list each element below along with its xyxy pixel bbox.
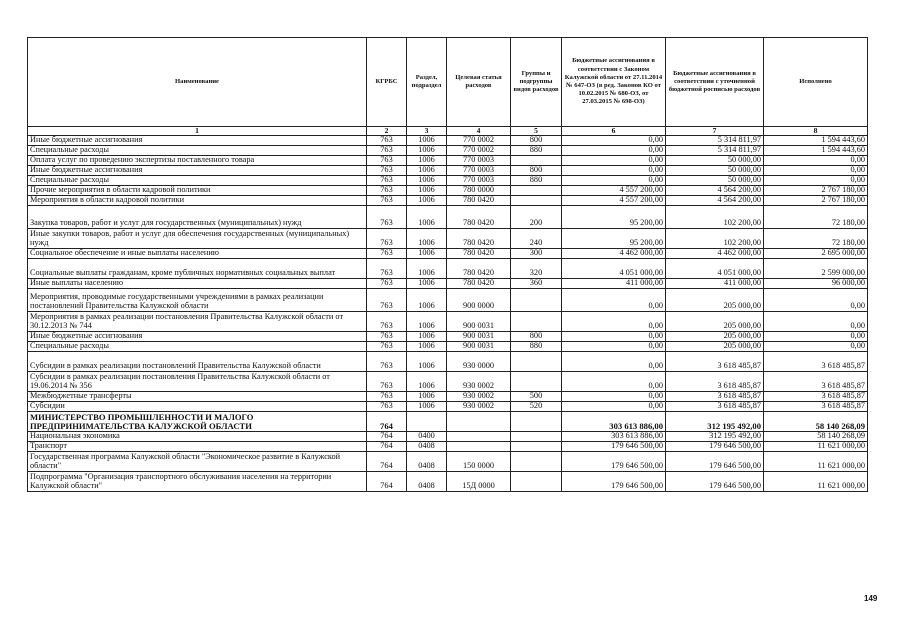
row-name: Субсидии в рамках реализации постановлений Правительства Калужской области [28,352,367,372]
row-expense-group: 800 [511,332,562,342]
row-target-article: 15Д 0000 [447,472,511,492]
row-kgrbs: 763 [367,146,407,156]
row-name: Закупка товаров, работ и услуг для государственных (муниципальных) нужд [28,206,367,229]
row-law-amount: 303 613 886,00 [562,412,666,432]
row-target-article: 770 0003 [447,156,511,166]
row-roster-amount: 179 646 500,00 [666,442,764,452]
table-row [28,176,868,186]
row-law-amount: 0,00 [562,342,666,352]
page-number: 149 [864,594,878,603]
row-target-article: 770 0002 [447,146,511,156]
row-law-amount: 0,00 [562,332,666,342]
row-expense-group: 360 [511,279,562,289]
row-executed-amount: 0,00 [764,289,868,312]
row-kgrbs: 764 [367,412,407,432]
row-executed-amount: 0,00 [764,312,868,332]
row-expense-group [511,412,562,432]
row-target-article: 900 0031 [447,332,511,342]
row-expense-group [511,312,562,332]
row-name: Транспорт [28,442,367,452]
row-roster-amount: 3 618 485,87 [666,352,764,372]
row-name: МИНИСТЕРСТВО ПРОМЫШЛЕННОСТИ И МАЛОГО ПРЕДПРИНИМАТЕЛЬСТВА КАЛУЖСКОЙ ОБЛАСТИ [28,412,367,432]
budget-table [27,37,868,492]
row-executed-amount: 11 621 000,00 [764,452,868,472]
row-executed-amount: 3 618 485,87 [764,402,868,412]
row-law-amount: 0,00 [562,156,666,166]
table-row [28,432,868,442]
row-expense-group [511,432,562,442]
row-roster-amount: 102 200,00 [666,229,764,249]
row-kgrbs: 763 [367,176,407,186]
row-expense-group [511,452,562,472]
row-executed-amount: 2 767 180,00 [764,186,868,196]
table-row [28,289,868,312]
row-roster-amount: 4 462 000,00 [666,249,764,259]
row-target-article: 900 0031 [447,342,511,352]
row-executed-amount: 72 180,00 [764,229,868,249]
row-executed-amount: 2 599 000,00 [764,259,868,279]
row-roster-amount: 4 564 200,00 [666,186,764,196]
row-section: 0400 [407,432,447,442]
row-executed-amount: 11 621 000,00 [764,472,868,492]
row-executed-amount: 0,00 [764,156,868,166]
table-row [28,156,868,166]
header-name: Наименование [28,38,367,127]
row-expense-group [511,196,562,206]
table-row [28,332,868,342]
row-kgrbs: 763 [367,342,407,352]
row-name: Мероприятия, проводимые государственными учреждениями в рамках реализации постановлений Правительства Калужской области [28,289,367,312]
row-name: Иные бюджетные ассигнования [28,166,367,176]
row-kgrbs: 763 [367,372,407,392]
header-expense-groups: Группы и подгруппы видов расходов [511,38,562,127]
row-roster-amount: 50 000,00 [666,166,764,176]
table-row [28,472,868,492]
row-section: 1006 [407,312,447,332]
row-name: Государственная программа Калужской области "Экономическое развитие в Калужской области" [28,452,367,472]
row-executed-amount: 3 618 485,87 [764,352,868,372]
table-row [28,146,868,156]
table-row [28,166,868,176]
row-kgrbs: 764 [367,442,407,452]
row-expense-group: 800 [511,166,562,176]
row-section: 1006 [407,279,447,289]
header-kgrbs: КГРБС [367,38,407,127]
row-roster-amount: 3 618 485,87 [666,372,764,392]
row-law-amount: 179 646 500,00 [562,452,666,472]
row-name: Специальные расходы [28,342,367,352]
row-expense-group: 880 [511,146,562,156]
row-name: Прочие мероприятия в области кадровой политики [28,186,367,196]
row-target-article: 930 0000 [447,352,511,372]
row-roster-amount: 5 314 811,97 [666,146,764,156]
row-kgrbs: 763 [367,332,407,342]
row-roster-amount: 205 000,00 [666,342,764,352]
table-row [28,279,868,289]
row-section: 1006 [407,342,447,352]
row-section: 1006 [407,146,447,156]
row-roster-amount: 50 000,00 [666,156,764,166]
row-target-article: 900 0000 [447,289,511,312]
row-expense-group: 320 [511,259,562,279]
row-target-article: 770 0003 [447,176,511,186]
row-kgrbs: 764 [367,432,407,442]
row-name: Иные бюджетные ассигнования [28,332,367,342]
row-roster-amount: 312 195 492,00 [666,432,764,442]
row-kgrbs: 763 [367,279,407,289]
row-roster-amount: 205 000,00 [666,312,764,332]
row-name: Иные закупки товаров, работ и услуг для обеспечения государственных (муниципальных) нужд [28,229,367,249]
column-number: 3 [407,127,447,136]
row-executed-amount: 11 621 000,00 [764,442,868,452]
row-law-amount: 95 200,00 [562,206,666,229]
row-target-article: 930 0002 [447,402,511,412]
row-executed-amount: 2 767 180,00 [764,196,868,206]
row-law-amount: 0,00 [562,176,666,186]
table-row [28,402,868,412]
row-roster-amount: 50 000,00 [666,176,764,186]
row-roster-amount: 5 314 811,97 [666,136,764,146]
row-section: 1006 [407,176,447,186]
row-executed-amount: 96 000,00 [764,279,868,289]
row-executed-amount: 0,00 [764,176,868,186]
row-target-article [447,432,511,442]
column-number: 4 [447,127,511,136]
table-row [28,249,868,259]
column-number: 7 [666,127,764,136]
row-target-article: 770 0002 [447,136,511,146]
row-roster-amount: 179 646 500,00 [666,472,764,492]
row-expense-group [511,472,562,492]
row-kgrbs: 763 [367,196,407,206]
row-kgrbs: 763 [367,156,407,166]
row-expense-group [511,289,562,312]
row-law-amount: 0,00 [562,136,666,146]
row-expense-group [511,442,562,452]
table-row [28,229,868,249]
row-target-article: 780 0420 [447,279,511,289]
table-row [28,206,868,229]
row-expense-group [511,156,562,166]
row-kgrbs: 763 [367,186,407,196]
row-section: 1006 [407,206,447,229]
row-kgrbs: 763 [367,249,407,259]
row-kgrbs: 763 [367,352,407,372]
row-section: 0408 [407,452,447,472]
row-kgrbs: 764 [367,472,407,492]
row-law-amount: 0,00 [562,312,666,332]
column-number: 8 [764,127,868,136]
row-section: 1006 [407,249,447,259]
table-row [28,452,868,472]
row-expense-group: 240 [511,229,562,249]
row-roster-amount: 3 618 485,87 [666,392,764,402]
row-kgrbs: 763 [367,166,407,176]
header-section: Раздел, подраздел [407,38,447,127]
row-law-amount: 0,00 [562,166,666,176]
row-roster-amount: 411 000,00 [666,279,764,289]
column-number: 1 [28,127,367,136]
row-section: 1006 [407,136,447,146]
row-roster-amount: 205 000,00 [666,332,764,342]
row-kgrbs: 763 [367,136,407,146]
row-executed-amount: 0,00 [764,166,868,176]
row-kgrbs: 763 [367,402,407,412]
row-roster-amount: 3 618 485,87 [666,402,764,412]
row-name: Мероприятия в области кадровой политики [28,196,367,206]
row-name: Иные выплаты населению [28,279,367,289]
row-kgrbs: 764 [367,452,407,472]
row-target-article: 780 0420 [447,206,511,229]
row-name: Субсидии в рамках реализации постановления Правительства Калужской области от 19.06.2014 № 356 [28,372,367,392]
row-target-article: 900 0031 [447,312,511,332]
table-row [28,186,868,196]
row-law-amount: 179 646 500,00 [562,442,666,452]
row-name: Межбюджетные трансферты [28,392,367,402]
row-section: 0408 [407,442,447,452]
row-expense-group: 800 [511,136,562,146]
table-row [28,259,868,279]
row-name: Специальные расходы [28,146,367,156]
row-executed-amount: 2 695 000,00 [764,249,868,259]
row-target-article: 770 0003 [447,166,511,176]
row-target-article: 150 0000 [447,452,511,472]
row-kgrbs: 763 [367,229,407,249]
row-expense-group [511,352,562,372]
table-row [28,352,868,372]
row-expense-group [511,186,562,196]
row-section: 1006 [407,186,447,196]
row-target-article: 780 0420 [447,229,511,249]
row-expense-group [511,372,562,392]
row-target-article: 780 0000 [447,186,511,196]
row-section: 0408 [407,472,447,492]
row-executed-amount: 3 618 485,87 [764,372,868,392]
row-law-amount: 0,00 [562,392,666,402]
row-roster-amount: 102 200,00 [666,206,764,229]
row-target-article: 780 0420 [447,196,511,206]
row-law-amount: 0,00 [562,352,666,372]
header-law-allocations: Бюджетные ассигнования в соответствии с Законом Калужской области от 27.11.2014 № 647-ОЗ (в ред. Законов КО от 10.02.2015 № 680-ОЗ, от 27.03.2015 № 698-ОЗ) [562,38,666,127]
row-executed-amount: 0,00 [764,342,868,352]
table-row [28,136,868,146]
row-law-amount: 4 462 000,00 [562,249,666,259]
row-law-amount: 95 200,00 [562,229,666,249]
row-executed-amount: 1 594 443,60 [764,146,868,156]
row-roster-amount: 4 051 000,00 [666,259,764,279]
row-section: 1006 [407,332,447,342]
row-law-amount: 4 557 200,00 [562,196,666,206]
row-executed-amount: 58 140 268,09 [764,412,868,432]
row-law-amount: 303 613 886,00 [562,432,666,442]
table-row [28,342,868,352]
row-name: Оплата услуг по проведению экспертизы поставленного товара [28,156,367,166]
row-expense-group: 520 [511,402,562,412]
row-law-amount: 411 000,00 [562,279,666,289]
table-row [28,372,868,392]
row-section: 1006 [407,372,447,392]
row-law-amount: 4 051 000,00 [562,259,666,279]
table-row [28,312,868,332]
row-law-amount: 0,00 [562,372,666,392]
row-section: 1006 [407,259,447,279]
row-expense-group: 500 [511,392,562,402]
row-kgrbs: 763 [367,289,407,312]
header-roster-allocations: Бюджетные ассигнования в соответствии с уточненной бюджетной росписью расходов [666,38,764,127]
row-law-amount: 179 646 500,00 [562,472,666,492]
row-roster-amount: 179 646 500,00 [666,452,764,472]
row-kgrbs: 763 [367,206,407,229]
row-name: Социальные выплаты гражданам, кроме публичных нормативных социальных выплат [28,259,367,279]
row-name: Специальные расходы [28,176,367,186]
row-law-amount: 0,00 [562,146,666,156]
row-target-article: 930 0002 [447,372,511,392]
row-executed-amount: 0,00 [764,332,868,342]
row-expense-group: 880 [511,342,562,352]
row-kgrbs: 763 [367,312,407,332]
column-number: 2 [367,127,407,136]
header-row [28,38,868,127]
row-kgrbs: 763 [367,392,407,402]
row-section: 1006 [407,156,447,166]
row-executed-amount: 58 140 268,09 [764,432,868,442]
row-section: 1006 [407,352,447,372]
row-roster-amount: 312 195 492,00 [666,412,764,432]
header-executed: Исполнено [764,38,868,127]
row-section: 1006 [407,402,447,412]
column-number-row [28,127,868,136]
row-target-article: 930 0002 [447,392,511,402]
row-section: 1006 [407,196,447,206]
row-roster-amount: 205 000,00 [666,289,764,312]
row-law-amount: 0,00 [562,402,666,412]
row-law-amount: 0,00 [562,289,666,312]
row-name: Подпрограмма "Организация транспортного обслуживания населения на территории Калужской области" [28,472,367,492]
row-name: Мероприятия в рамках реализации постановления Правительства Калужской области от 30.12.2013 № 744 [28,312,367,332]
table-row [28,392,868,402]
row-section: 1006 [407,229,447,249]
row-executed-amount: 1 594 443,60 [764,136,868,146]
row-name: Субсидии [28,402,367,412]
row-name: Социальное обеспечение и иные выплаты населению [28,249,367,259]
row-expense-group: 200 [511,206,562,229]
row-executed-amount: 72 180,00 [764,206,868,229]
ministry-total-row [28,412,868,432]
row-target-article [447,412,511,432]
column-number: 5 [511,127,562,136]
header-target-article: Целевая статья расходов [447,38,511,127]
row-executed-amount: 3 618 485,87 [764,392,868,402]
row-section: 1006 [407,392,447,402]
row-section: 1006 [407,166,447,176]
row-expense-group: 300 [511,249,562,259]
row-section [407,412,447,432]
row-target-article: 780 0420 [447,259,511,279]
row-target-article: 780 0420 [447,249,511,259]
row-roster-amount: 4 564 200,00 [666,196,764,206]
row-expense-group: 880 [511,176,562,186]
row-name: Иные бюджетные ассигнования [28,136,367,146]
row-section: 1006 [407,289,447,312]
table-row [28,442,868,452]
table-row [28,196,868,206]
row-law-amount: 4 557 200,00 [562,186,666,196]
row-name: Национальная экономика [28,432,367,442]
column-number: 6 [562,127,666,136]
row-kgrbs: 763 [367,259,407,279]
row-target-article [447,442,511,452]
